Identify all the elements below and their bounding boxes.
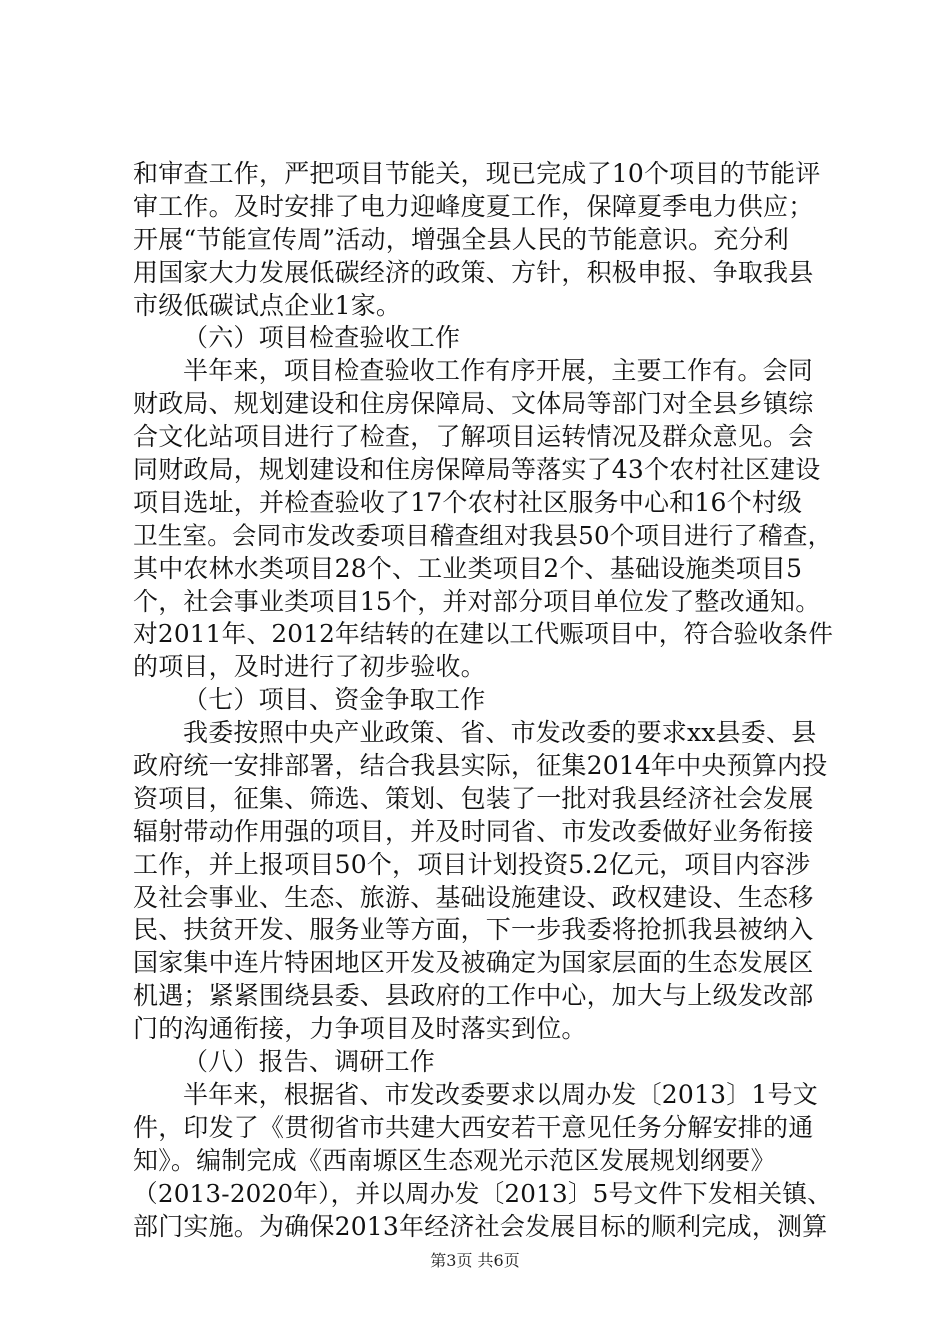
page-footer: 第3页 共6页 — [430, 1251, 520, 1270]
text-line: 及社会事业、生态、旅游、基础设施建设、政权建设、生态移 — [133, 882, 814, 912]
text-line: 半年来，项目检查验收工作有序开展，主要工作有。会同 — [183, 356, 814, 386]
document-body — [133, 158, 833, 1243]
text-line: 我委按照中央产业政策、省、市发改委的要求xx县委、县 — [183, 718, 817, 748]
text-line: （七）项目、资金争取工作 — [183, 685, 486, 715]
text-line: 其中农林水类项目28个、工业类项目2个、基础设施类项目5 — [133, 553, 803, 583]
text-line: 件，印发了《贯彻省市共建大西安若干意见任务分解安排的通 — [133, 1112, 814, 1142]
text-line: 部门实施。为确保2013年经济社会发展目标的顺利完成，测算 — [133, 1211, 828, 1241]
text-line: 的项目，及时进行了初步验收。 — [133, 652, 486, 682]
text-line: 用国家大力发展低碳经济的政策、方针，积极申报、争取我县 — [133, 257, 814, 287]
text-line: （八）报告、调研工作 — [183, 1047, 436, 1077]
text-line: 对2011年、2012年结转的在建以工代赈项目中，符合验收条件 — [133, 619, 834, 649]
text-line: 门的沟通衔接，力争项目及时落实到位。 — [133, 1014, 587, 1044]
text-line: 同财政局，规划建设和住房保障局等落实了43个农村社区建设 — [133, 455, 821, 485]
text-line: 开展“节能宣传周”活动，增强全县人民的节能意识。充分利 — [133, 224, 789, 254]
text-line: 市级低碳试点企业1家。 — [133, 290, 402, 320]
text-line: 机遇；紧紧围绕县委、县政府的工作中心，加大与上级发改部 — [133, 981, 814, 1011]
text-line: 和审查工作，严把项目节能关，现已完成了10个项目的节能评 — [133, 159, 821, 188]
text-line: 项目选址，并检查验收了17个农村社区服务中心和16个村级 — [133, 487, 803, 517]
text-line: 审工作。及时安排了电力迎峰度夏工作，保障夏季电力供应； — [133, 191, 814, 221]
text-line: 资项目，征集、筛选、策划、包装了一批对我县经济社会发展 — [133, 783, 814, 813]
text-line: 国家集中连片特困地区开发及被确定为国家层面的生态发展区 — [133, 948, 814, 978]
text-line: 财政局、规划建设和住房保障局、文体局等部门对全县乡镇综 — [133, 389, 814, 419]
text-line: 合文化站项目进行了检查，了解项目运转情况及群众意见。会 — [133, 422, 814, 452]
text-line: 卫生室。会同市发改委项目稽查组对我县50个项目进行了稽查， — [133, 520, 833, 550]
text-line: 个，社会事业类项目15个，并对部分项目单位发了整改通知。 — [133, 586, 821, 616]
text-line: （六）项目检查验收工作 — [183, 323, 461, 353]
text-line: 政府统一安排部署，结合我县实际，征集2014年中央预算内投 — [133, 751, 828, 781]
text-line: （2013-2020年），并以周办发〔2013〕5号文件下发相关镇、 — [133, 1178, 832, 1208]
text-line: 辐射带动作用强的项目，并及时同省、市发改委做好业务衔接 — [133, 816, 814, 846]
text-line: 工作，并上报项目50个，项目计划投资5.2亿元，项目内容涉 — [133, 849, 811, 879]
text-line: 半年来，根据省、市发改委要求以周办发〔2013〕1号文 — [183, 1079, 818, 1109]
text-line: 知》。编制完成《西南塬区生态观光示范区发展规划纲要》 — [133, 1145, 776, 1175]
text-line: 民、扶贫开发、服务业等方面，下一步我委将抢抓我县被纳入 — [133, 915, 814, 945]
